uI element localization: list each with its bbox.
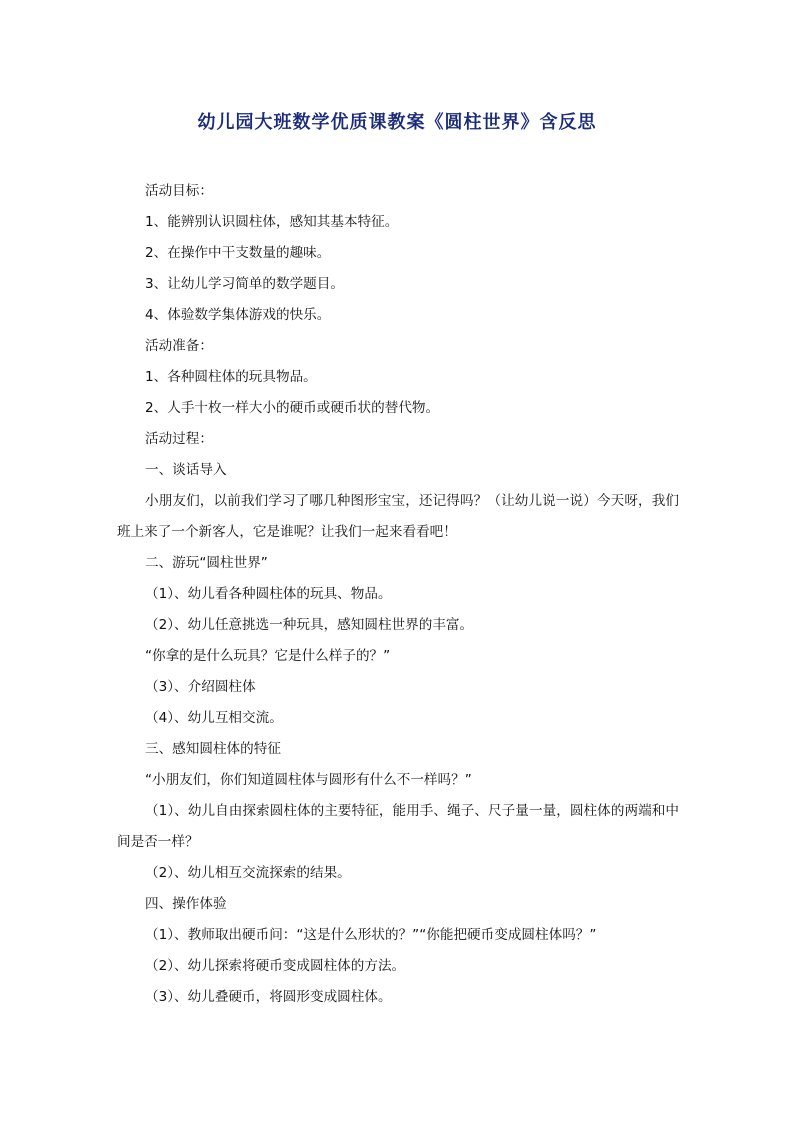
goal-item: 1、能辨别认识圆柱体，感知其基本特征。 xyxy=(145,214,399,230)
process-step-heading: 三、感知圆柱体的特征 xyxy=(145,741,281,757)
process-substep: （1）、教师取出硬币问：“这是什么形状的？”“你能把硬币变成圆柱体吗？” xyxy=(145,927,597,943)
preparation-item: 1、各种圆柱体的玩具物品。 xyxy=(145,369,317,385)
process-substep: （3）、介绍圆柱体 xyxy=(145,679,256,695)
quote-line: “你拿的是什么玩具？它是什么样子的？” xyxy=(145,648,391,664)
process-substep: （1）、幼儿看各种圆柱体的玩具、物品。 xyxy=(145,586,392,602)
process-step-heading: 四、操作体验 xyxy=(145,896,227,912)
section-heading-goals: 活动目标： xyxy=(145,183,213,199)
process-substep: （4）、幼儿互相交流。 xyxy=(145,710,283,726)
document-title: 幼儿园大班数学优质课教案《圆柱世界》含反思 xyxy=(197,112,597,133)
intro-paragraph: 小朋友们，以前我们学习了哪几种图形宝宝，还记得吗？（让幼儿说一说）今天呀，我们班上来了一个新客人，它是谁呢？让我们一起来看看吧！ xyxy=(117,493,679,540)
document-body xyxy=(117,176,679,1013)
goal-item: 2、在操作中干支数量的趣味。 xyxy=(145,245,331,261)
quote-line: “小朋友们，你们知道圆柱体与圆形有什么不一样吗？” xyxy=(145,772,472,788)
goal-item: 4、体验数学集体游戏的快乐。 xyxy=(145,307,331,323)
process-step-heading: 一、谈话导入 xyxy=(145,462,227,478)
process-substep: （2）、幼儿探索将硬币变成圆柱体的方法。 xyxy=(145,958,406,974)
process-substep: （1）、幼儿自由探索圆柱体的主要特征，能用手、绳子、尺子量一量，圆柱体的两端和中间是否一样？ xyxy=(117,803,679,850)
process-substep: （2）、幼儿任意挑选一种玩具，感知圆柱世界的丰富。 xyxy=(145,617,474,633)
process-step-heading: 二、游玩“圆柱世界” xyxy=(145,555,268,571)
preparation-item: 2、人手十枚一样大小的硬币或硬币状的替代物。 xyxy=(145,400,440,416)
process-substep: （2）、幼儿相互交流探索的结果。 xyxy=(145,865,351,881)
process-substep: （3）、幼儿叠硬币，将圆形变成圆柱体。 xyxy=(145,989,392,1005)
section-heading-process: 活动过程： xyxy=(145,431,213,447)
section-heading-preparation: 活动准备： xyxy=(145,338,213,354)
goal-item: 3、让幼儿学习简单的数学题目。 xyxy=(145,276,344,292)
